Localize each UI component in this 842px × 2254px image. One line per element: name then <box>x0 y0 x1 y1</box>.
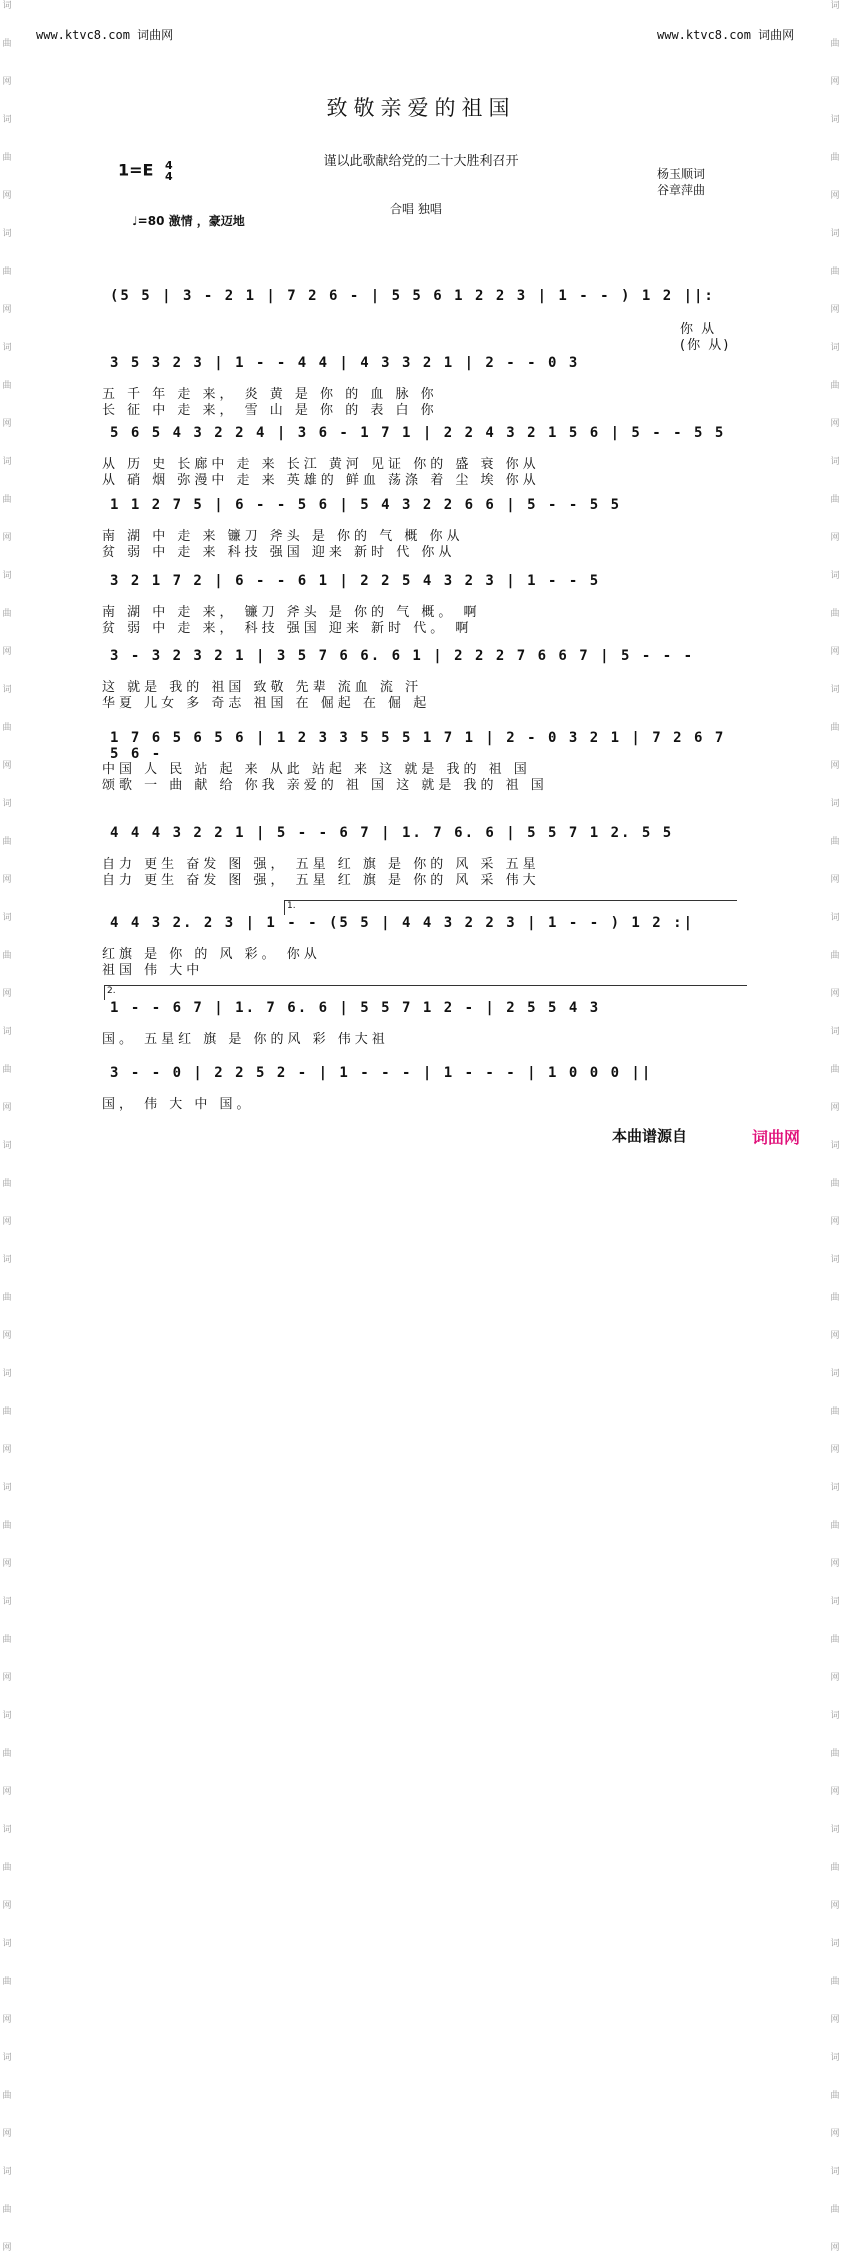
edge-char: 网 <box>830 1331 840 1341</box>
lyric-line: 自力 更生 奋发 图 强， 五星 红 旗 是 你的 风 采 伟大 <box>102 873 540 888</box>
edge-char: 曲 <box>830 2091 840 2101</box>
lyric-line: 从 硝 烟 弥漫中 走 来 英雄的 鲜血 荡涤 着 尘 埃 你从 <box>102 473 540 488</box>
edge-char: 网 <box>2 77 12 87</box>
edge-char: 曲 <box>2 39 12 49</box>
edge-char: 网 <box>830 2243 840 2253</box>
edge-char: 曲 <box>830 153 840 163</box>
edge-char: 曲 <box>830 1635 840 1645</box>
edge-char: 曲 <box>830 1521 840 1531</box>
edge-char: 词 <box>830 1939 840 1949</box>
notation-line: 3 5 3 2 3 | 1 - - 4 4 | 4 3 3 2 1 | 2 - - 0 3 <box>110 355 580 371</box>
notation-line: 4 4 4 3 2 2 1 | 5 - - 6 7 | 1. 7 6. 6 | 5 5 7 1 2. 5 5 <box>110 825 674 841</box>
edge-char: 词 <box>2 115 12 125</box>
performance-form: 合唱 独唱 <box>390 202 442 216</box>
lyric-line: 从 历 史 长廊中 走 来 长江 黄河 见证 你的 盛 衰 你从 <box>102 457 540 472</box>
key-signature <box>118 160 173 182</box>
edge-char: 曲 <box>830 1977 840 1987</box>
edge-char: 词 <box>830 1483 840 1493</box>
lyricist: 杨玉顺词 <box>657 167 706 181</box>
notation-line: (5 5 | 3 - 2 1 | 7 2 6 - | 5 5 6 1 2 2 3 | 1 - - ) 1 2 ||: <box>110 288 715 304</box>
edge-char: 曲 <box>2 2091 12 2101</box>
edge-char: 网 <box>830 533 840 543</box>
right-edge-watermark <box>828 0 842 2253</box>
site-url-left[interactable]: www.ktvc8.com 词曲网 <box>36 28 174 42</box>
edge-char: 词 <box>2 2167 12 2177</box>
edge-char: 曲 <box>2 1749 12 1759</box>
edge-char: 曲 <box>2 381 12 391</box>
edge-char: 词 <box>830 1027 840 1037</box>
edge-char: 网 <box>830 1103 840 1113</box>
edge-char: 词 <box>830 1597 840 1607</box>
volta-second-ending: 2. <box>104 985 747 1000</box>
edge-char: 曲 <box>2 1977 12 1987</box>
edge-char: 词 <box>2 2053 12 2063</box>
volta-first-ending: 1. <box>284 900 737 915</box>
edge-char: 词 <box>2 457 12 467</box>
left-edge-watermark <box>0 0 14 2253</box>
edge-char: 曲 <box>830 495 840 505</box>
edge-char: 网 <box>830 305 840 315</box>
edge-char: 网 <box>830 419 840 429</box>
edge-char: 网 <box>830 989 840 999</box>
lyric-line: 贫 弱 中 走 来， 科技 强国 迎来 新时 代。 啊 <box>102 621 473 636</box>
edge-char: 网 <box>830 1787 840 1797</box>
edge-char: 网 <box>2 2243 12 2253</box>
edge-char: 网 <box>830 2129 840 2139</box>
edge-char: 曲 <box>830 723 840 733</box>
edge-char: 词 <box>830 1255 840 1265</box>
edge-char: 网 <box>2 1559 12 1569</box>
edge-char: 网 <box>2 1103 12 1113</box>
edge-char: 网 <box>2 647 12 657</box>
lyric-line: 颂歌 一 曲 献 给 你我 亲爱的 祖 国 这 就是 我的 祖 国 <box>102 778 548 793</box>
edge-char: 词 <box>830 2053 840 2063</box>
edge-char: 网 <box>830 761 840 771</box>
edge-char: 词 <box>2 1939 12 1949</box>
edge-char: 曲 <box>830 1863 840 1873</box>
edge-char: 曲 <box>2 495 12 505</box>
edge-char: 词 <box>2 1711 12 1721</box>
edge-char: 曲 <box>2 1293 12 1303</box>
notation-line: 1 7 6 5 6 5 6 | 1 2 3 3 5 5 5 1 7 1 | 2 - 0 3 2 1 | 7 2 6 7 5 6 - <box>110 730 726 762</box>
edge-char: 网 <box>2 2129 12 2139</box>
edge-char: 词 <box>2 343 12 353</box>
notation-line: 4 4 3 2. 2 3 | 1 - - (5 5 | 4 4 3 2 2 3 | 1 - - ) 1 2 :| <box>110 915 695 931</box>
edge-char: 曲 <box>2 1407 12 1417</box>
edge-char: 曲 <box>2 153 12 163</box>
key-label: 1=E <box>118 160 154 180</box>
edge-char: 网 <box>830 647 840 657</box>
lyric-line: 自力 更生 奋发 图 强， 五星 红 旗 是 你的 风 采 五星 <box>102 857 540 872</box>
edge-char: 词 <box>830 571 840 581</box>
lyric-line: 南 湖 中 走 来 镰刀 斧头 是 你的 气 概 你从 <box>102 529 464 544</box>
edge-char: 词 <box>2 685 12 695</box>
lyric-line: (你 从) <box>680 338 731 353</box>
edge-char: 词 <box>2 1825 12 1835</box>
edge-char: 词 <box>830 1141 840 1151</box>
edge-char: 曲 <box>2 1521 12 1531</box>
lyric-line: 中国 人 民 站 起 来 从此 站起 来 这 就是 我的 祖 国 <box>102 762 531 777</box>
edge-char: 曲 <box>2 1179 12 1189</box>
edge-char: 曲 <box>830 837 840 847</box>
edge-char: 网 <box>830 1559 840 1569</box>
edge-char: 网 <box>2 1673 12 1683</box>
edge-char: 词 <box>830 1825 840 1835</box>
edge-char: 网 <box>2 419 12 429</box>
edge-char: 曲 <box>2 1863 12 1873</box>
edge-char: 网 <box>830 77 840 87</box>
edge-char: 词 <box>2 1141 12 1151</box>
edge-char: 网 <box>2 875 12 885</box>
edge-char: 网 <box>830 1901 840 1911</box>
edge-char: 网 <box>2 533 12 543</box>
edge-char: 词 <box>830 457 840 467</box>
edge-char: 网 <box>830 1217 840 1227</box>
edge-char: 词 <box>830 2167 840 2177</box>
edge-char: 网 <box>2 989 12 999</box>
composer: 谷章萍曲 <box>657 183 706 197</box>
notation-line: 1 - - 6 7 | 1. 7 6. 6 | 5 5 7 1 2 - | 2 5 5 4 3 <box>110 1000 601 1016</box>
edge-char: 词 <box>830 1369 840 1379</box>
edge-char: 曲 <box>830 381 840 391</box>
edge-char: 词 <box>2 1 12 11</box>
lyric-line: 红旗 是 你 的 风 彩。 你从 <box>102 947 321 962</box>
notation-line: 3 - 3 2 3 2 1 | 3 5 7 6 6. 6 1 | 2 2 2 7 6 6 7 | 5 - - - <box>110 648 695 664</box>
edge-char: 网 <box>830 1445 840 1455</box>
time-bottom: 4 <box>165 170 173 183</box>
edge-char: 曲 <box>2 951 12 961</box>
edge-char: 曲 <box>830 1749 840 1759</box>
edge-char: 词 <box>2 1369 12 1379</box>
source-label: 本曲谱源自 <box>612 1127 688 1145</box>
edge-char: 词 <box>2 1483 12 1493</box>
site-url-right[interactable]: www.ktvc8.com 词曲网 <box>657 28 795 42</box>
edge-char: 曲 <box>830 1293 840 1303</box>
edge-char: 曲 <box>830 1407 840 1417</box>
lyric-line: 国， 伟 大 中 国。 <box>102 1097 254 1112</box>
edge-char: 曲 <box>2 2205 12 2215</box>
edge-char: 网 <box>830 875 840 885</box>
tempo-marking: ♩=80 激情 ，豪迈地 <box>132 214 245 228</box>
lyric-line: 这 就是 我的 祖国 致敬 先辈 流血 流 汗 <box>102 680 423 695</box>
lyric-line: 贫 弱 中 走 来 科技 强国 迎来 新时 代 你从 <box>102 545 456 560</box>
edge-char: 词 <box>2 799 12 809</box>
edge-char: 网 <box>2 1901 12 1911</box>
notation-line: 1 1 2 7 5 | 6 - - 5 6 | 5 4 3 2 2 6 6 | 5 - - 5 5 <box>110 497 622 513</box>
edge-char: 词 <box>2 913 12 923</box>
lyric-line: 祖国 伟 大中 <box>102 963 204 978</box>
edge-char: 曲 <box>2 723 12 733</box>
edge-char: 词 <box>830 343 840 353</box>
edge-char: 网 <box>2 761 12 771</box>
lyric-line: 你 从 <box>680 322 717 337</box>
edge-char: 网 <box>2 1787 12 1797</box>
edge-char: 网 <box>2 305 12 315</box>
edge-char: 网 <box>2 1331 12 1341</box>
edge-char: 词 <box>2 1027 12 1037</box>
lyric-line: 五 千 年 走 来， 炎 黄 是 你 的 血 脉 你 <box>102 387 438 402</box>
edge-char: 词 <box>830 799 840 809</box>
lyric-line: 南 湖 中 走 来， 镰刀 斧头 是 你的 气 概。 啊 <box>102 605 481 620</box>
edge-char: 词 <box>830 115 840 125</box>
edge-char: 网 <box>830 191 840 201</box>
notation-line: 3 - - 0 | 2 2 5 2 - | 1 - - - | 1 - - - | 1 0 0 0 || <box>110 1065 653 1081</box>
song-title: 致敬亲爱的祖国 <box>326 96 516 120</box>
edge-char: 词 <box>830 229 840 239</box>
edge-char: 曲 <box>2 1065 12 1075</box>
time-signature <box>165 160 173 182</box>
edge-char: 曲 <box>2 609 12 619</box>
edge-char: 曲 <box>830 609 840 619</box>
edge-char: 曲 <box>830 2205 840 2215</box>
lyric-line: 国。 五星红 旗 是 你的风 彩 伟大祖 <box>102 1032 389 1047</box>
edge-char: 曲 <box>830 1179 840 1189</box>
notation-line: 3 2 1 7 2 | 6 - - 6 1 | 2 2 5 4 3 2 3 | 1 - - 5 <box>110 573 601 589</box>
notation-line: 5 6 5 4 3 2 2 4 | 3 6 - 1 7 1 | 2 2 4 3 2 1 5 6 | 5 - - 5 5 <box>110 425 726 441</box>
edge-char: 曲 <box>2 267 12 277</box>
edge-char: 曲 <box>2 1635 12 1645</box>
source-site-link[interactable]: 词曲网 <box>752 1128 801 1147</box>
time-top: 4 <box>165 159 173 172</box>
lyric-line: 长 征 中 走 来， 雪 山 是 你 的 表 白 你 <box>102 403 438 418</box>
edge-char: 曲 <box>830 951 840 961</box>
edge-char: 词 <box>830 913 840 923</box>
edge-char: 网 <box>830 2015 840 2025</box>
edge-char: 网 <box>2 1445 12 1455</box>
edge-char: 曲 <box>2 837 12 847</box>
edge-char: 词 <box>2 571 12 581</box>
edge-char: 网 <box>2 1217 12 1227</box>
edge-char: 词 <box>830 1711 840 1721</box>
edge-char: 词 <box>2 229 12 239</box>
edge-char: 词 <box>830 1 840 11</box>
song-subtitle: 谨以此歌献给党的二十大胜利召开 <box>323 154 519 169</box>
edge-char: 曲 <box>830 267 840 277</box>
edge-char: 词 <box>2 1255 12 1265</box>
edge-char: 网 <box>2 191 12 201</box>
edge-char: 词 <box>2 1597 12 1607</box>
edge-char: 词 <box>830 685 840 695</box>
edge-char: 曲 <box>830 39 840 49</box>
edge-char: 网 <box>2 2015 12 2025</box>
edge-char: 网 <box>830 1673 840 1683</box>
edge-char: 曲 <box>830 1065 840 1075</box>
lyric-line: 华夏 儿女 多 奇志 祖国 在 倔起 在 倔 起 <box>102 696 431 711</box>
